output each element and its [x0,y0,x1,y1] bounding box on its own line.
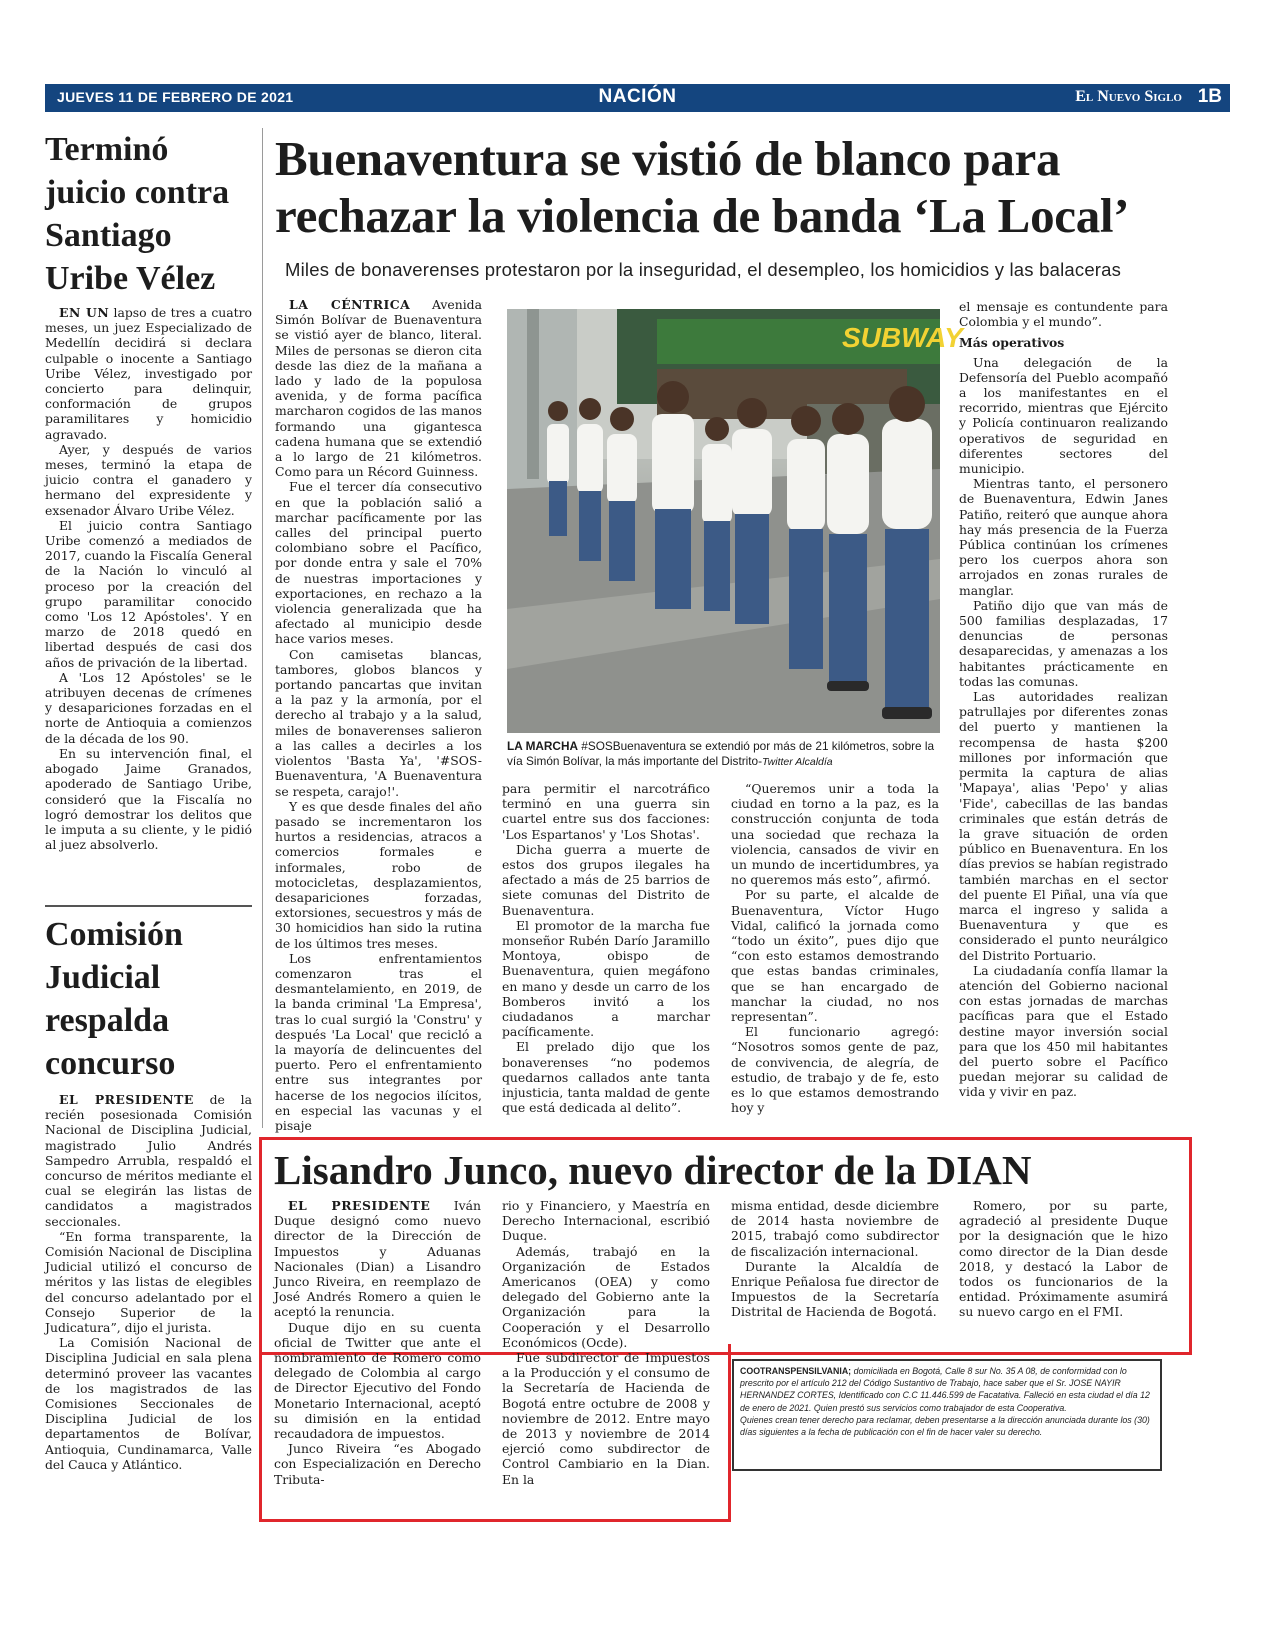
paragraph: “En forma transparente, la Comisión Nacional de Disciplina Judicial utilizó el concurso de méritos y las listas de elegibles del concurso adelantado por el Consejo Superior de la Judicatura”, dijo el jurista. [45,1228,252,1336]
main-column-3 [731,781,939,1115]
paragraph: Además, trabajó en la Organización de Estados Americanos (OEA) y como delegado del Gobierno ante la Organización para la Cooperación y el Desarrollo Económicos (Ocde). [502,1243,710,1350]
main-article-title: Buenaventura se vistió de blanco para rechazar la violencia de banda ‘La Local’ [275,131,1130,243]
side-article-title: Comisión Judicial respalda concurso [45,916,183,1082]
notice-text: domiciliada en Bogotá, Calle 8 sur No. 35 A 08, de conformidad con lo prescrito por el artículo 212 del Código Sustantivo de Trabajo, hace saber que el Sr. JOSE NAYIR HERNANDEZ CORTES, Identificado con C.C 11.446.599 de Facatativa. Falleció en esta ciudad el día 12 de enero de 2021. Quien prestó sus servicios como trabajador de esta Cooperativa. [740,1366,1150,1413]
dian-article-header [274,1146,1174,1194]
legal-notice [732,1359,1162,1471]
subheading: Más operativos [959,335,1065,351]
paragraph: rio y Financiero, y Maestría en Derecho Internacional, escribió Duque. [502,1198,710,1244]
paragraph: Con camisetas blancas, tambores, globos blancos y portando pancartas que invitan a la paz y la armonía, por el derecho al trabajo y a la salud, miles de bonaverenses salieron a las calles a decirles a los violentos 'Basta Ya', '#SOS-Buenaventura, 'A Buenaventura se respeta, carajo!'. [275,646,482,799]
paragraph: Mientras tanto, el personero de Buenaventura, Edwin Janes Patiño, reiteró que aunque ahora hay más presencia de la Fuerza Pública continúan los crímenes pero los cuerpos ahora son arrojados en zonas rurales de manglar. [959,476,1168,598]
main-column-4 [959,299,1168,1100]
main-headline [275,130,1225,244]
side-article-comision [45,913,250,1085]
paragraph: lapso de tres a cuatro meses, un juez Especializado de Medellín decidirá si declara culpable o inocente a Santiago Uribe Vélez, investigado por concierto para delinquir, conformación de grupos paramilitares y homicidio agravado. [45,305,252,442]
photo-caption [507,739,944,770]
paragraph: La ciudadanía confía llamar la atención del Gobierno nacional con estas jornadas de marchas pacíficas para que el Estado destine mayor inversión social para que los 450 mil habitantes del puerto sobre el Pacífico puedan mejorar su calidad de vida y vivir en paz. [959,962,1168,1100]
paragraph: Dicha guerra a muerte de estos dos grupos ilegales ha afectado a más de 25 barrios de siete comunas del Distrito de Buenaventura. [502,841,710,918]
main-column-2 [502,781,710,1115]
march-photo [507,309,963,733]
dian-column-3 [731,1198,939,1320]
paragraph: El juicio contra Santiago Uribe comenzó a mediados de 2017, cuando la Fiscalía General de la Nación lo vinculó al proceso por la creación del grupo paramilitar conocido como 'Los 12 Apóstoles'. Y en marzo de 2018 quedó en libertad después de casi dos años de privación de la libertad. [45,517,252,670]
paragraph: Ayer, y después de varios meses, terminó la etapa de juicio contra el ganadero y hermano del expresidente y exsenador Álvaro Uribe Vélez. [45,441,252,518]
header-section: NACIÓN [598,86,677,107]
side-article-title: Terminó juicio contra Santiago Uribe Vélez [45,131,230,297]
page-header-bar [45,84,1230,112]
dian-column-1 [274,1198,481,1487]
lead-word: LA CÉNTRICA [289,297,411,312]
paragraph: de la recién posesionada Comisión Nacional de Disciplina Judicial, magistrado Julio Andrés Sampedro Arrubla, respaldó el concurso de méritos mediante el cual se elegirán las listas de candidatos a magistrados seccionales. [45,1092,252,1229]
dian-article-title: Lisandro Junco, nuevo director de la DIAN [274,1147,1032,1193]
paragraph: el mensaje es contundente para Colombia y el mundo”. [959,299,1168,330]
dian-column-2 [502,1198,710,1487]
paragraph: Durante la Alcaldía de Enrique Peñalosa fue director de Impuestos de la Secretaría Distrital de Hacienda de Bogotá. [731,1258,939,1320]
header-date: JUEVES 11 DE FEBRERO DE 2021 [57,89,294,105]
side-article-body [45,1092,252,1472]
side-article-uribe [45,128,250,300]
paragraph: Patiño dijo que van más de 500 familias desplazadas, 17 denuncias de personas desaparecidas, y amenazas a los habitantes prácticamente en todas las comunas. [959,597,1168,689]
lead-word: EN UN [59,305,110,320]
page-number: 1B [1197,86,1222,107]
paragraph: El promotor de la marcha fue monseñor Rubén Darío Jaramillo Montoya, obispo de Buenaventura, quien megáfono en mano y desde un carro de los Bomberos invitó a los ciudadanos a marchar pacíficamente. [502,917,710,1040]
paragraph: En su intervención final, el abogado Jaime Granados, apoderado de Santiago Uribe, consideró que la Fiscalía no logró demostrar los delitos que le imputa a su cliente, y le pidió al juez absolverlo. [45,745,252,853]
paragraph: La Comisión Nacional de Disciplina Judicial en sala plena determinó proveer las vacantes de los magistrados de las Comisiones Seccionales de Disciplina Judicial de los departamentos de Bolívar, Antioquia, Cundinamarca, Valle del Cauca y Atlántico. [45,1335,252,1472]
divider [45,905,252,907]
caption-text: #SOSBuenaventura se extendió por más de 21 kilómetros, sobre la vía Simón Bolívar, la más importante del Distrito- [507,739,935,768]
notice-company: COOTRANSPENSILVANIA; [740,1366,852,1376]
paragraph: Una delegación de la Defensoría del Pueblo acompañó a los manifestantes en el recorrido, mientras que Ejército y Policía continuaron realizando operativos de seguridad en diferentes sectores del municipio. [959,354,1168,477]
paragraph: Duque dijo en su cuenta oficial de Twitter que ante el nombramiento de Romero como delegado de Colombia al cargo de Director Ejecutivo del Fondo Monetario Internacional, aceptó su dimisión en la entidad recaudadora de impuestos. [274,1319,481,1442]
caption-credit: Twitter Alcaldía [762,756,833,768]
column-divider [262,128,263,1128]
paragraph: Por su parte, el alcalde de Buenaventura, Víctor Hugo Vidal, calificó la jornada como “todo un éxito”, pues dijo que “con esto estamos demostrando que estas bandas criminales, que se han encargado de manchar la ciudad, no nos representan”. [731,887,939,1025]
main-deck: Miles de bonaverenses protestaron por la inseguridad, el desempleo, los homicidios y las balaceras [285,259,1122,280]
lead-word: EL PRESIDENTE [288,1198,431,1213]
paragraph: Romero, por su parte, agradeció al presidente Duque por la designación que le hizo como director de la Dian desde 2018, y destacó la Labor de todos os funcionarios de la entidad. Próximamente asumirá su nuevo cargo en el FMI. [959,1198,1168,1320]
paragraph: Avenida Simón Bolívar de Buenaventura se vistió ayer de blanco, literal. Miles de personas se dieron cita desde las diez de la mañana a lado y lado de la populosa avenida, y de forma pacífica marcharon cogidos de las manos formando una gigantesca cadena humana que se extendió a lo largo de 21 kilómetros. Como para un Récord Guinness. [275,297,482,480]
paragraph: misma entidad, desde diciembre de 2014 hasta noviembre de 2015, trabajó como subdirector de fiscalización internacional. [731,1198,939,1259]
paragraph: para permitir el narcotráfico terminó en una guerra sin cuartel entre sus dos facciones: 'Los Espartanos' y 'Los Shotas'. [502,781,710,842]
paragraph: El prelado dijo que los bonaverenses “no podemos quedarnos callados ante tanta injusticia, tanta maldad de gente que está dedicada al delito”. [502,1039,710,1116]
caption-lead: LA MARCHA [507,739,578,753]
paragraph: Los enfrentamientos comenzaron tras el desmantelamiento, en 2019, de la banda criminal 'La Empresa', tras lo cual surgió la 'Constru' y después 'La Local' que recicló a la mayoría de delincuentes del puerto. Pero el enfrentamiento entre sus integrantes por hacerse de los negocios ilícitos, en especial las vacunas y el pisaje [275,950,482,1133]
paragraph: Fue el tercer día consecutivo en que la población salió a marchar pacíficamente por las calles del principal puerto colombiano sobre el Pacífico, por donde entra y sale el 70% de nuestras importaciones y exportaciones, en rechazo a la violencia generalizada que ha afectado al municipio desde hace varios meses. [275,479,482,647]
paragraph: El funcionario agregó: “Nosotros somos gente de paz, de convivencia, de alegría, de estudio, de trabajo y de fe, esto es lo que estamos demostrando hoy y [731,1024,939,1116]
newspaper-name: El Nuevo Siglo [1075,88,1182,105]
dian-column-4 [959,1198,1168,1320]
paragraph: Fue subdirector de Impuestos a la Producción y el consumo de la Secretaría de Hacienda de Bogotá entre octubre de 2008 y noviembre de 2012. Entre mayo de 2013 y noviembre de 2014 ejerció como subdirector de Control Cambiario en la Dian. En la [502,1350,710,1487]
side-article-body [45,305,252,852]
paragraph: Las autoridades realizan patrullajes por diferentes zonas del puerto y mantienen la recompensa de hasta $200 millones por información que permita la captura de alias 'Mapaya', alias 'Pepo' y alias 'Fide', cabecillas de las bandas criminales que están detrás de la grave situación de orden público en Buenaventura. En los días previos se habían registrado también marchas en el sector del puente El Piñal, una vía que marca el ingreso y salida a Buenaventura y que es considerado el punto neurálgico del Distrito Portuario. [959,689,1168,963]
paragraph: “Queremos unir a toda la ciudad en torno a la paz, es la construcción conjunta de toda una sociedad que rechaza la violencia, cansados de vivir en un mundo de incertidumbres, ya no queremos más esto”, afirmó. [731,781,939,888]
paragraph: A 'Los 12 Apóstoles' se le atribuyen decenas de crímenes y desapariciones forzadas en el norte de Antioquia a comienzos de la década de los 90. [45,669,252,746]
lead-word: EL PRESIDENTE [59,1092,194,1107]
paragraph: Junco Riveira “es Abogado con Especialización en Derecho Tributa- [274,1441,481,1487]
notice-text: Quienes crean tener derecho para reclamar, deben presentarse a la dirección anunciada durante los (30) días siguientes a la fecha de publicación con el fin de hacer valer su derecho. [740,1414,1150,1438]
main-column-1 [275,297,482,1133]
subway-sign: SUBWAY [842,322,963,353]
paragraph: Y es que desde finales del año pasado se incrementaron los hurtos a residencias, atracos a comercios formales e informales, robo de motocicletas, desplazamientos, desapariciones forzadas, extorsiones, secuestros y más de 30 homicidios han sido la rutina de los últimos tres meses. [275,798,482,951]
photo-illustration [507,309,963,733]
paragraph: Iván Duque designó como nuevo director de la Dirección de Impuestos y Aduanas Nacionales (Dian) a Lisandro Junco Riveira, en reemplazo de José Andrés Romero a quien le aceptó la renuncia. [274,1198,481,1320]
